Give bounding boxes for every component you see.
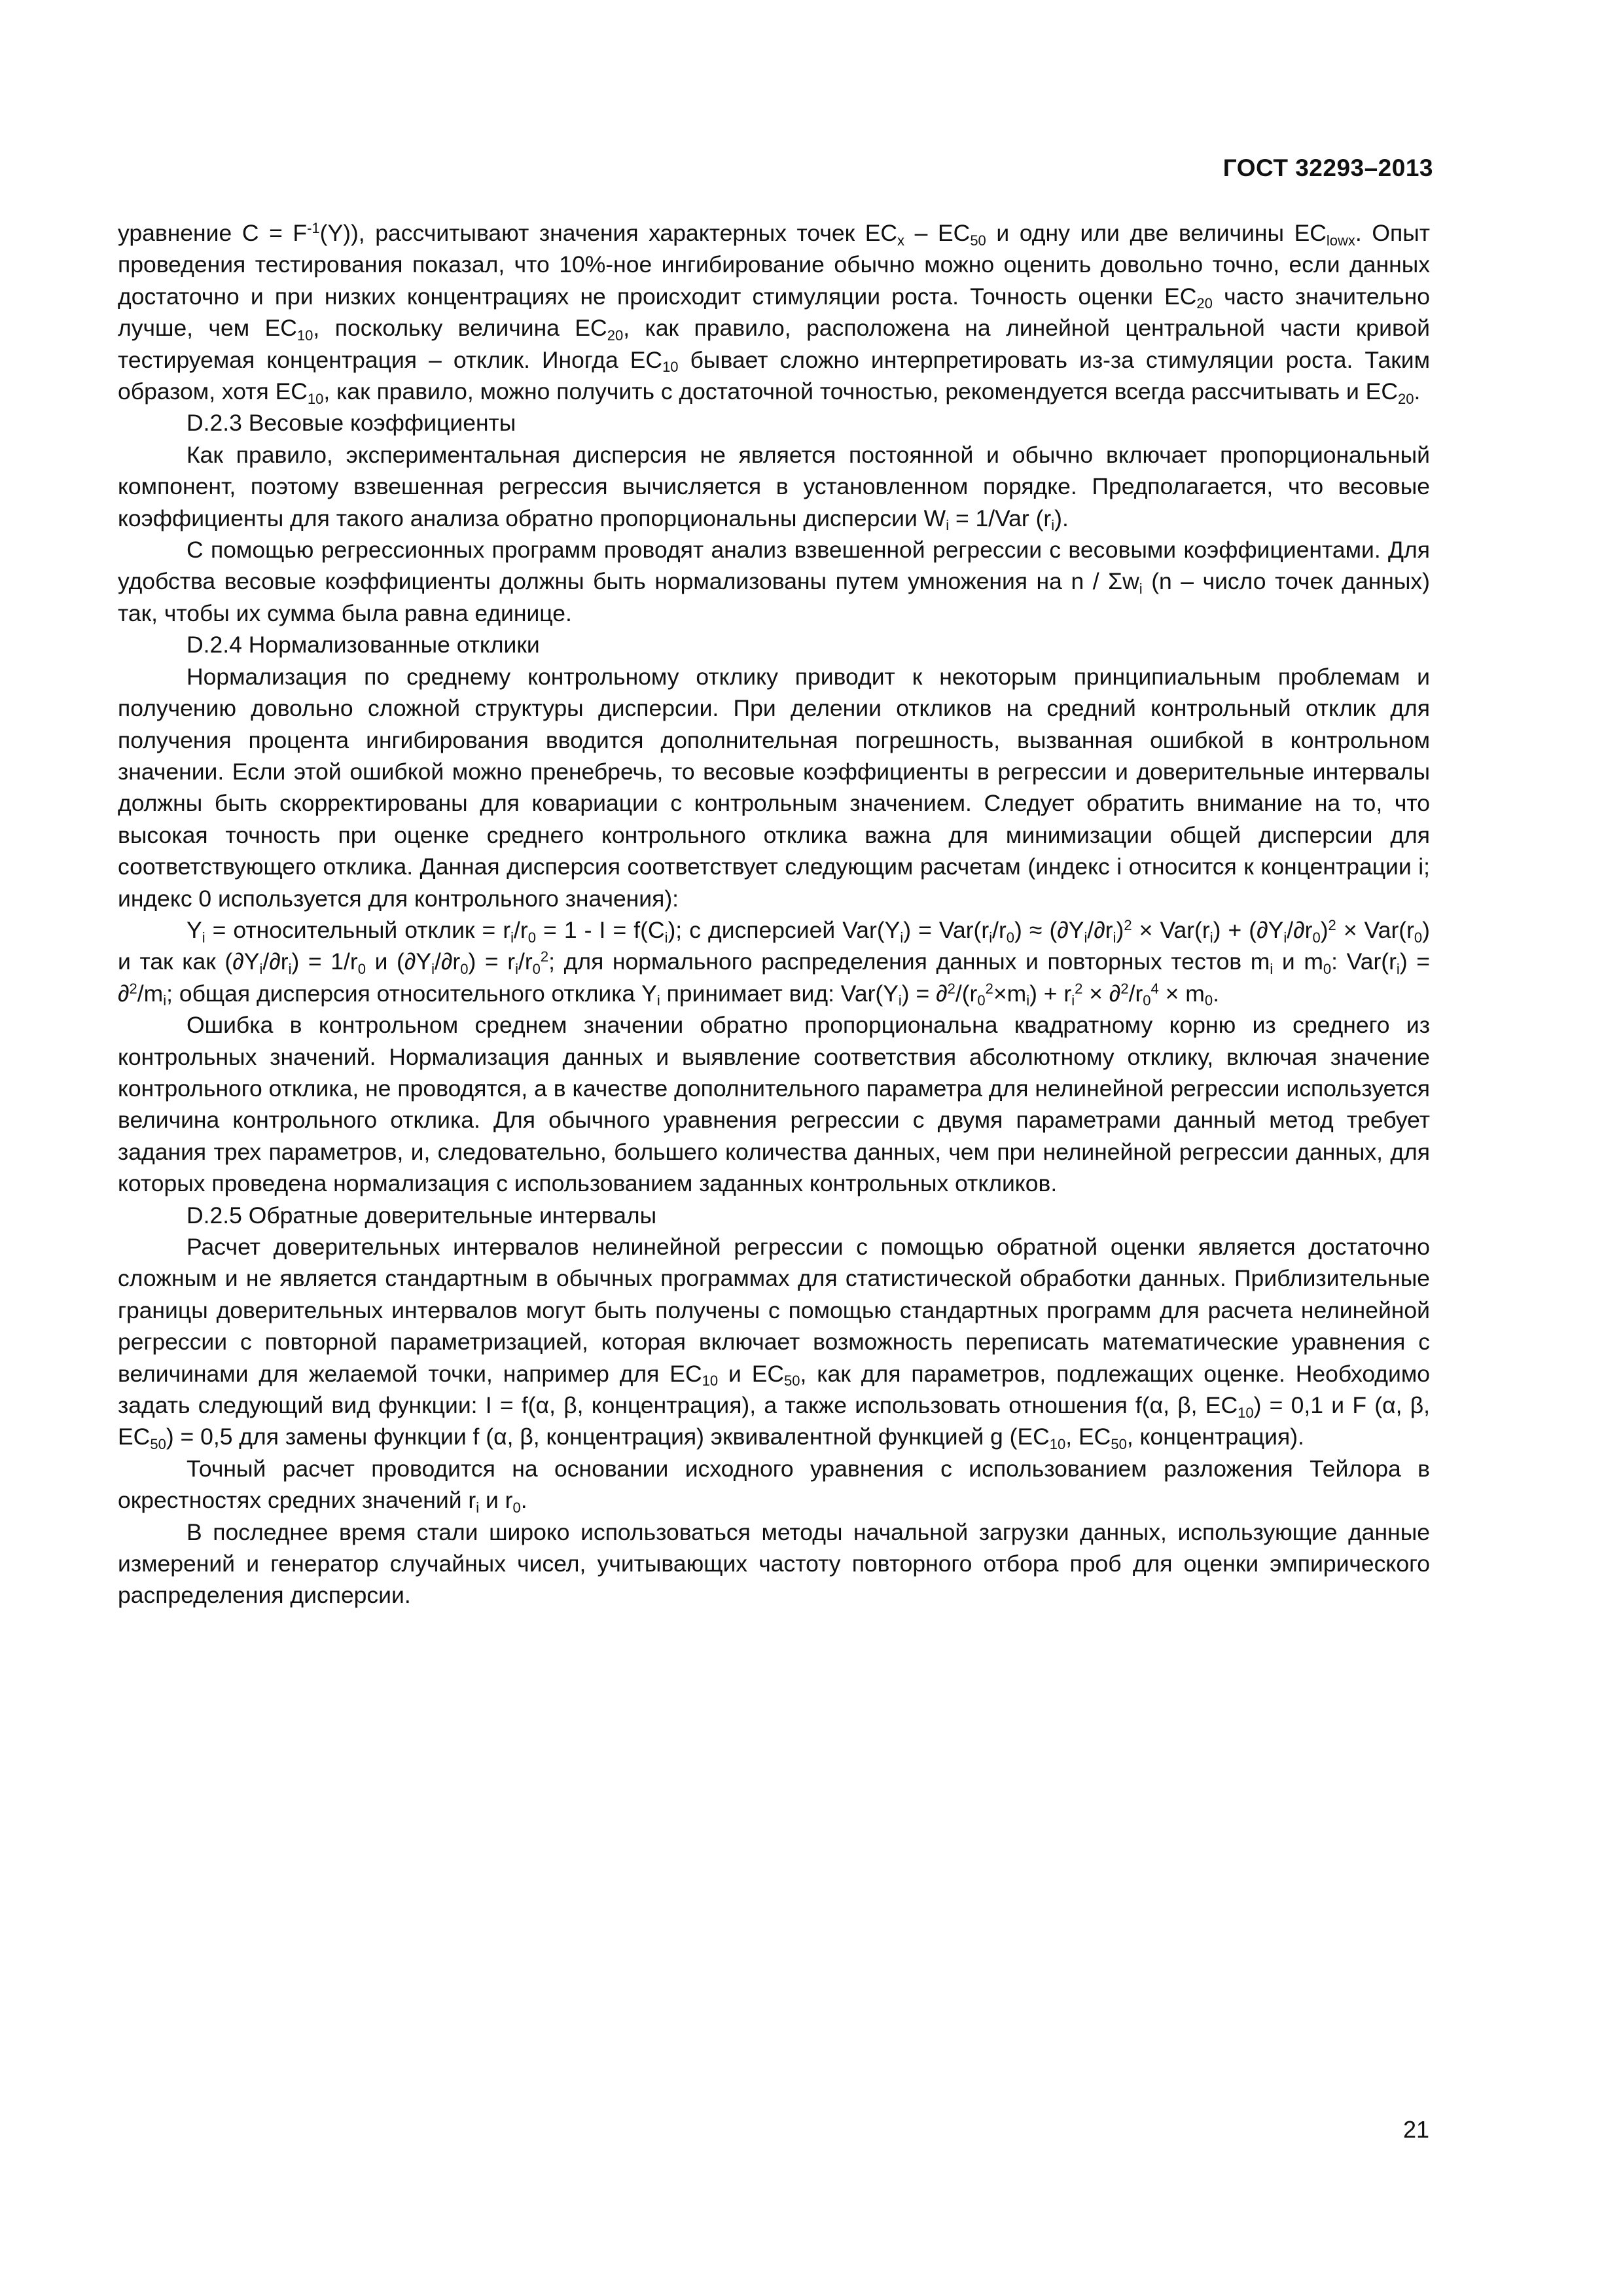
document-header-code: ГОСТ 32293–2013 <box>1222 154 1433 181</box>
paragraph-formula: $Y_i$ = относительный отклик = $r_i/r_0 = 1 - I = f(C_i)$; с дисперсией $Var(Y_i) = Var(r_i/r_0) \approx (\partial Y_i/\partial r_i)^2 \times Var(r_i) + (\partial Y_i/\partial r_0)^2 \times Var(r_0)$ и так как $(\partial Y_i/\partial r_i) = 1/r_0$ и $(\partial Y_i/\partial r_0) = r_i/r_0^2$; для нормального распределения данных и повторных тестов $m_i$ и $m_0$: $Var(r_i) = \partial^2/m_i$; общая дисперсия относительного отклика $Y_i$ принимает вид: $Var(Y_i) = \partial^2/(r_0^2\times m_i) + r_i^2 \times \partial^2/r_0^4 \times m_0$. <box>118 916 1430 1009</box>
section-heading-normalized: D.2.4 Нормализованные отклики <box>187 632 540 658</box>
paragraph-inverse-ci-2: Точный расчет проводится на основании исходного уравнения с использованием разложения Тейлора в окрестностях средних значений $r_i$ и $r_0$. <box>118 1455 1430 1516</box>
paragraph-inverse-ci-1: Расчет доверительных интервалов нелинейной регрессии с помощью обратной оценки является достаточно сложным и не является стандартным в обычных программах для статистической обработки данных. Приблизительные границы доверительных интервалов могут быть получены с помощью стандартных программ для расчета нелинейной регрессии с повторной параметризацией, которая включает возможность переписать математические уравнения с величинами для желаемой точки, например для $EC_{10}$ и $EC_{50}$, как для параметров, подлежащих оценке. Необходимо задать следующий вид функции: I = f(α, β, концентрация), а также использовать отношения f(α, β, $EC_{10}) = 0,1$ и F (α, β, $EC_{50}) = 0,5$ для замены функции f (α, β, концентрация) эквивалентной функцией g ($EC_{10}$, $EC_{50}$, концентрация). <box>118 1234 1431 1453</box>
section-heading-inverse-ci: D.2.5 Обратные доверительные интервалы <box>187 1202 657 1229</box>
paragraph-inverse-ci-3: В последнее время стали широко использоваться методы начальной загрузки данных, использующие данные измерений и генератор случайных чисел, учитывающих частоту повторного отбора проб для оценки эмпирического распределения дисперсии. <box>118 1518 1430 1609</box>
page-number: 21 <box>1402 2116 1429 2143</box>
paragraph-weights-2: С помощью регрессионных программ проводят анализ взвешенной регрессии с весовыми коэффициентами. Для удобства весовые коэффициенты должны быть нормализованы путем умножения на n / $\Sigma w_i$ (n – число точек данных) так, чтобы их сумма была равна единице. <box>118 537 1430 626</box>
paragraph-weights-1: Как правило, экспериментальная дисперсия не является постоянной и обычно включает пропорциональный компонент, поэтому взвешенная регрессия вычисляется в установленном порядке. Предполагается, что весовые коэффициенты для такого анализа обратно пропорциональны дисперсии $W_i = 1/Var$ $(r_i)$. <box>118 441 1430 534</box>
paragraph-normalized-1: Нормализация по среднему контрольному отклику приводит к некоторым принципиальным проблемам и получению довольно сложной структуры дисперсии. При делении откликов на средний контрольный отклик для получения процента ингибирования вводится дополнительная погрешность, вызванная ошибкой в контрольном значении. Если этой ошибкой можно пренебречь, то весовые коэффициенты в регрессии и доверительные интервалы должны быть скорректированы для ковариации с контрольным значением. Следует обратить внимание на то, что высокая точность при оценке среднего контрольного отклика важна для минимизации общей дисперсии для соответствующего отклика. Данная дисперсия соответствует следующим расчетам (индекс i относится к концентрации i; индекс 0 используется для контрольного значения): <box>118 663 1430 912</box>
page-body <box>118 217 1430 1611</box>
paragraph-intro: уравнение $C = F^{-1}(Y)$), рассчитывают значения характерных точек $EC_x - EC_{50}$ и одну или две величины $EC_{lowx}$. Опыт проведения тестирования показал, что 10%-ное ингибирование обычно можно оценить довольно точно, если данных достаточно и при низких концентрациях не происходит стимуляции роста. Точность оценки $EC_{20}$ часто значительно лучше, чем $EC_{10}$, поскольку величина $EC_{20}$, как правило, расположена на линейной центральной части кривой тестируемая концентрация – отклик. Иногда $EC_{10}$ бывает сложно интерпретировать из-за стимуляции роста. Таким образом, хотя $EC_{10}$, как правило, можно получить с достаточной точностью, рекомендуется всегда рассчитывать и $EC_{20}$. <box>118 219 1431 407</box>
paragraph-normalized-2: Ошибка в контрольном среднем значении обратно пропорциональна квадратному корню из среднего из контрольных значений. Нормализация данных и выявление соответствия абсолютному отклику, включая значение контрольного отклика, не проводятся, а в качестве дополнительного параметра для нелинейной регрессии используется величина контрольного отклика. Для обычного уравнения регрессии с двумя параметрами данный метод требует задания трех параметров, и, следовательно, большего количества данных, чем при нелинейной регрессии данных, для которых проведена нормализация с использованием заданных контрольных откликов. <box>118 1012 1430 1197</box>
section-heading-weights: D.2.3 Весовые коэффициенты <box>187 410 516 437</box>
